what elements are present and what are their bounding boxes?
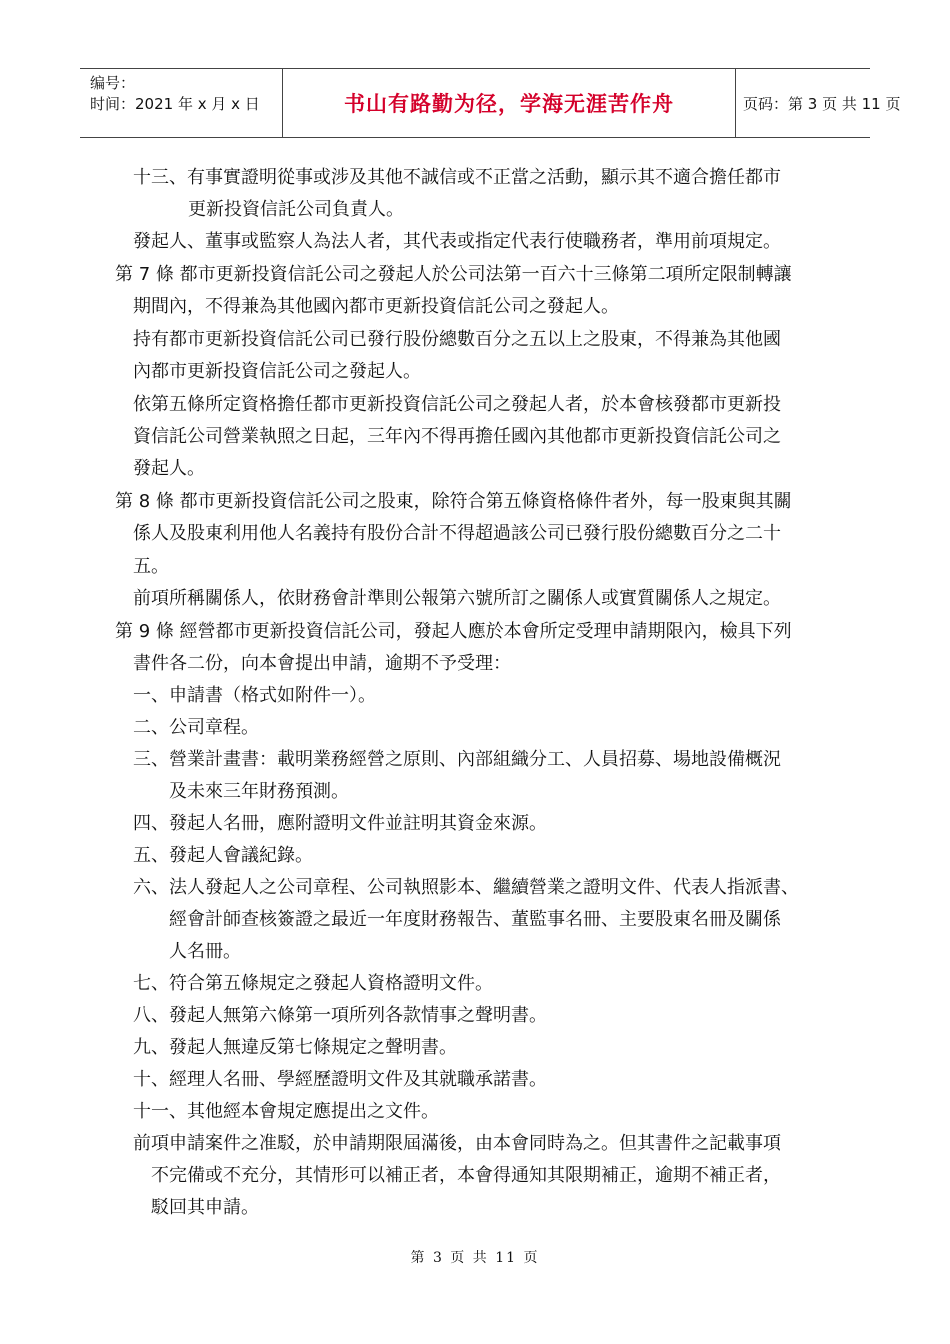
header-page-cell (735, 69, 901, 137)
list-item: 十一、其他經本會規定應提出之文件。 (133, 1101, 439, 1122)
body-line: 發起人、董事或監察人為法人者，其代表或指定代表行使職務者，準用前項規定。 (133, 231, 781, 252)
time-label: 时间：2021 年 x 月 x 日 (90, 95, 260, 113)
motto-text: 书山有路勤为径，学海无涯苦作舟 (344, 92, 674, 116)
article-heading-8: 第 8 條 都市更新投資信託公司之股東，除符合第五條資格條件者外，每一股東與其關 (115, 491, 792, 512)
header-page-info: 页码：第 3 页 共 11 页 (743, 94, 901, 113)
body-line: 不完備或不充分，其情形可以補正者，本會得通知其限期補正，逾期不補正者， (151, 1165, 781, 1186)
body-line: 駁回其申請。 (151, 1197, 259, 1218)
page-footer: 第 3 页 共 11 页 (410, 1250, 540, 1266)
header-motto-cell (282, 69, 736, 137)
body-line: 前項所稱關係人，依財務會計準則公報第六號所訂之關係人或實質關係人之規定。 (133, 588, 781, 609)
body-line: 持有都市更新投資信託公司已發行股份總數百分之五以上之股東，不得兼為其他國 (133, 329, 781, 350)
list-item: 八、發起人無第六條第一項所列各款情事之聲明書。 (133, 1005, 547, 1026)
list-item: 五、發起人會議紀錄。 (133, 845, 313, 866)
body-line: 十三、有事實證明從事或涉及其他不誠信或不正當之活動，顯示其不適合擔任都市 (133, 167, 781, 188)
body-line: 依第五條所定資格擔任都市更新投資信託公司之發起人者，於本會核發都市更新投 (133, 394, 781, 415)
body-line: 書件各二份，向本會提出申請，逾期不予受理： (133, 653, 511, 674)
list-item: 一、申請書（格式如附件一）。 (133, 685, 376, 706)
header-left-cell (80, 69, 282, 137)
body-line: 資信託公司營業執照之日起，三年內不得再擔任國內其他都市更新投資信託公司之 (133, 426, 781, 447)
list-item: 二、公司章程。 (133, 717, 259, 738)
list-item: 七、符合第五條規定之發起人資格證明文件。 (133, 973, 493, 994)
body-line: 期間內，不得兼為其他國內都市更新投資信託公司之發起人。 (133, 296, 619, 317)
list-item: 四、發起人名冊，應附證明文件並註明其資金來源。 (133, 813, 547, 834)
list-item: 三、營業計畫書：載明業務經營之原則、內部組織分工、人員招募、場地設備概況 (133, 749, 781, 770)
body-line: 內都市更新投資信託公司之發起人。 (133, 361, 421, 382)
body-line: 更新投資信託公司負責人。 (188, 199, 404, 220)
list-item: 十、經理人名冊、學經歷證明文件及其就職承諾書。 (133, 1069, 547, 1090)
list-item: 六、法人發起人之公司章程、公司執照影本、繼續營業之證明文件、代表人指派書、 (133, 877, 799, 898)
number-label: 编号： (90, 74, 136, 92)
body-line: 人名冊。 (169, 941, 241, 962)
article-heading-9: 第 9 條 經營都市更新投資信託公司，發起人應於本會所定受理申請期限內，檢具下列 (115, 621, 792, 642)
page-header (80, 68, 901, 138)
body-line: 前項申請案件之准駁，於申請期限屆滿後，由本會同時為之。但其書件之記載事項 (133, 1133, 781, 1154)
article-heading-7: 第 7 條 都市更新投資信託公司之發起人於公司法第一百六十三條第二項所定限制轉讓 (115, 264, 792, 285)
body-line: 發起人。 (133, 458, 205, 479)
body-line: 五。 (133, 556, 169, 577)
body-line: 及未來三年財務預測。 (169, 781, 349, 802)
list-item: 九、發起人無違反第七條規定之聲明書。 (133, 1037, 457, 1058)
body-line: 係人及股東利用他人名義持有股份合計不得超過該公司已發行股份總數百分之二十 (133, 523, 781, 544)
body-line: 經會計師查核簽證之最近一年度財務報告、董監事名冊、主要股東名冊及關係 (169, 909, 781, 930)
